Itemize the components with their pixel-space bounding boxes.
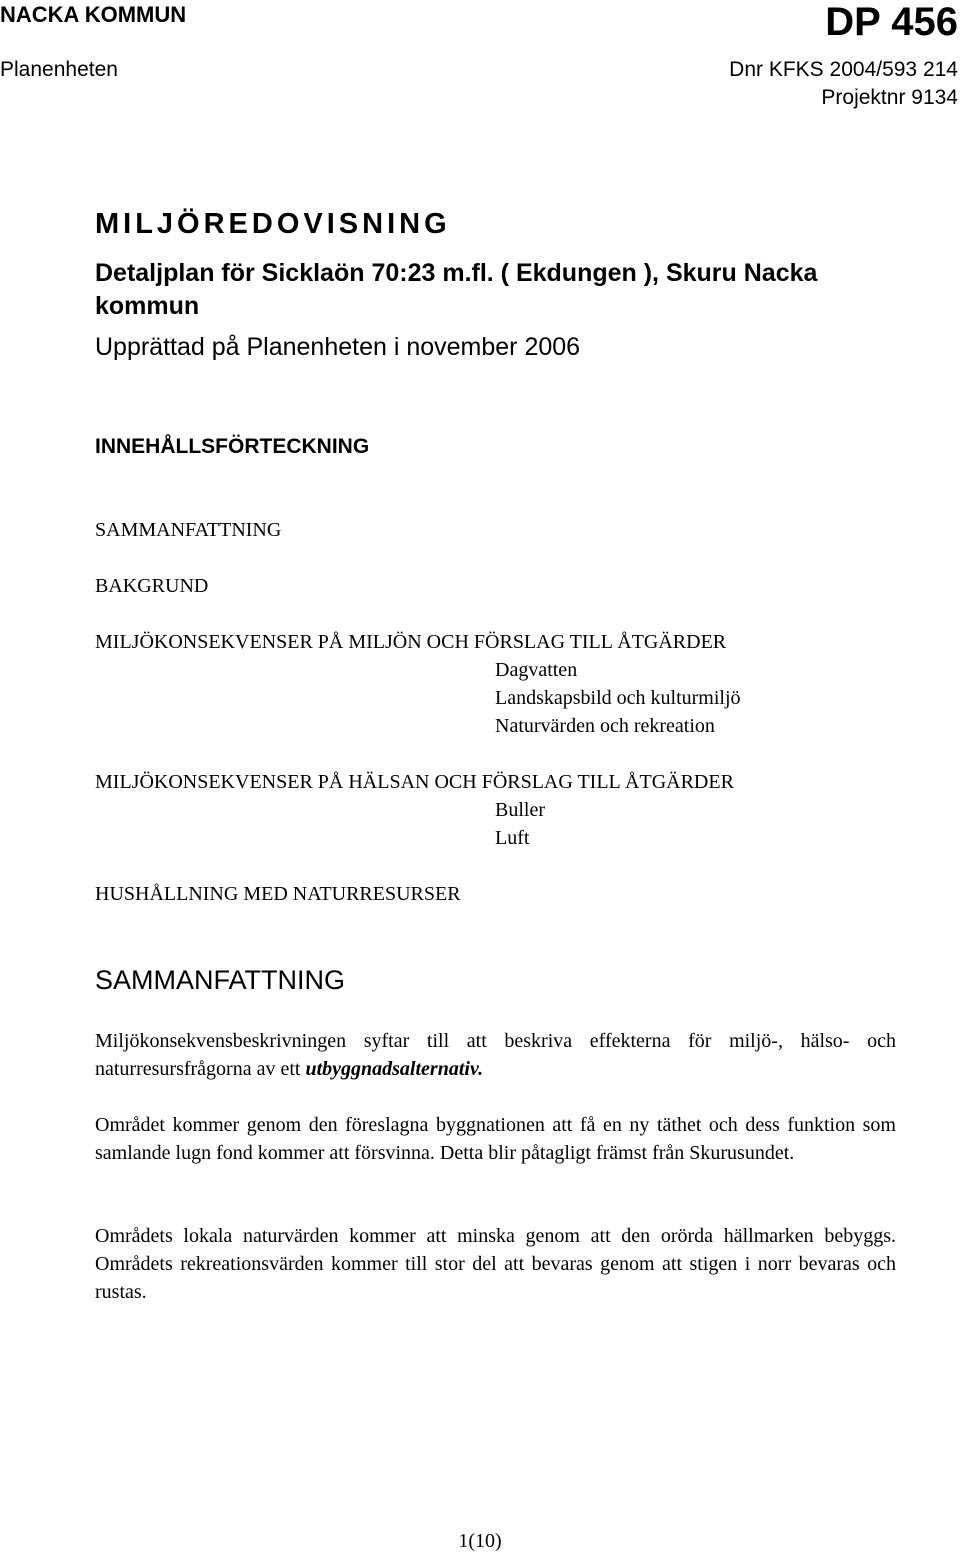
summary-heading: SAMMANFATTNING: [95, 965, 346, 995]
toc-subitem[interactable]: Buller: [495, 799, 545, 821]
organization-name: NACKA KOMMUN: [0, 2, 187, 27]
document-title: MILJÖREDOVISNING: [95, 208, 451, 240]
project-number: Projektnr 9134: [821, 86, 958, 109]
summary-paragraph-3: Områdets lokala naturvärden kommer att minska genom att den orörda hällmarken bebyggs. Områdets rekreationsvärden kommer till stor del att bevaras genom att stigen i norr bevaras och rustas.: [95, 1225, 896, 1303]
toc-heading: INNEHÅLLSFÖRTECKNING: [95, 435, 370, 458]
toc-item[interactable]: HUSHÅLLNING MED NATURRESURSER: [95, 883, 461, 905]
toc-subitem[interactable]: Landskapsbild och kulturmiljö: [495, 687, 741, 709]
toc-item[interactable]: BAKGRUND: [95, 575, 209, 597]
toc-subitem[interactable]: Naturvärden och rekreation: [495, 715, 715, 737]
department-name: Planenheten: [0, 58, 118, 81]
toc-subitem[interactable]: Dagvatten: [495, 659, 578, 681]
toc-item[interactable]: SAMMANFATTNING: [95, 519, 282, 541]
toc-subitem[interactable]: Luft: [495, 827, 530, 849]
summary-emphasis: utbyggnadsalternativ.: [305, 1058, 484, 1080]
toc-item[interactable]: MILJÖKONSEKVENSER PÅ HÄLSAN OCH FÖRSLAG TILL ÅTGÄRDER: [95, 771, 734, 793]
page-number: 1(10): [458, 1530, 502, 1552]
registration-number: Dnr KFKS 2004/593 214: [729, 58, 958, 81]
summary-paragraph-1-text: Miljökonsekvensbeskrivningen syftar till att beskriva effekterna för miljö-, hälso- och naturresursfrågorna av ett: [95, 1030, 896, 1080]
prepared-note: Upprättad på Planenheten i november 2006: [95, 333, 581, 361]
document-subtitle: Detaljplan för Sicklaön 70:23 m.fl. ( Ekdungen ), Skuru Nacka kommun: [95, 259, 818, 320]
summary-paragraph-2: Området kommer genom den föreslagna byggnationen att få en ny täthet och dess funktion som samlande lugn fond kommer att försvinna. Detta blir påtagligt främst från Skurusundet.: [95, 1114, 896, 1164]
summary-paragraph-1: [95, 1027, 896, 1083]
document-id: DP 456: [825, 0, 958, 44]
toc-item[interactable]: MILJÖKONSEKVENSER PÅ MILJÖN OCH FÖRSLAG TILL ÅTGÄRDER: [95, 631, 727, 653]
